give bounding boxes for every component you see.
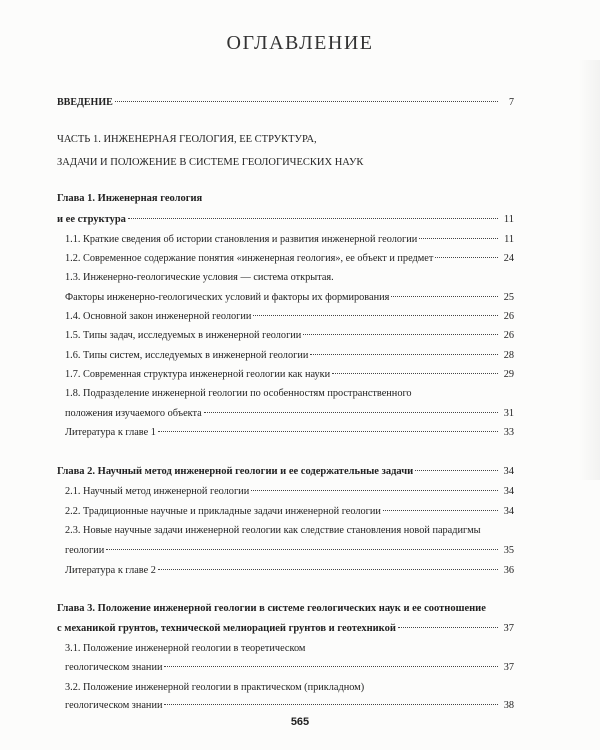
toc-entry-references-2[interactable]: Литература к главе 2 36 [65, 565, 514, 576]
leader-dots [415, 470, 498, 471]
leader-dots [164, 704, 498, 705]
leader-dots [419, 238, 498, 239]
leader-dots [158, 431, 498, 432]
toc-entry-section-3-1-line-1: 3.1. Положение инженерной геологии в теоретическом [65, 643, 306, 654]
leader-dots [253, 315, 498, 316]
leader-dots [158, 569, 498, 570]
toc-entry-section-1-3-line-1: 1.3. Инженерно-геологические условия — система открытая. [65, 272, 334, 283]
toc-entry-section-1-2[interactable]: 1.2. Современное содержание понятия «инженерная геология», ее объект и предмет 24 [65, 253, 514, 264]
toc-entry-section-1-1[interactable]: 1.1. Краткие сведения об истории становления и развития инженерной геологии 11 [65, 234, 514, 245]
leader-dots [128, 218, 498, 219]
toc-entry-section-1-8-line-1: 1.8. Подразделение инженерной геологии по особенностям пространственного [65, 388, 412, 399]
leader-dots [398, 627, 498, 628]
toc-entry-section-1-7[interactable]: 1.7. Современная структура инженерной геологии как науки 29 [65, 369, 514, 380]
toc-entry-section-1-3[interactable]: Факторы инженерно-геологических условий и факторы их формирования 25 [65, 292, 514, 303]
toc-entry-section-3-2-line-1: 3.2. Положение инженерной геологии в практическом (прикладном) [65, 682, 365, 693]
toc-entry-section-3-2[interactable]: геологическом знании 38 [65, 700, 514, 711]
leader-dots [391, 296, 498, 297]
leader-dots [435, 257, 498, 258]
toc-entry-chapter-2[interactable]: Глава 2. Научный метод инженерной геологии и ее содержательные задачи 34 [57, 466, 514, 477]
toc-entry-section-2-2[interactable]: 2.2. Традиционные научные и прикладные задачи инженерной геологии 34 [65, 506, 514, 517]
part-heading-line-1: ЧАСТЬ 1. ИНЖЕНЕРНАЯ ГЕОЛОГИЯ, ЕЕ СТРУКТУРА, [57, 134, 317, 145]
toc-entry-section-1-8[interactable]: положения изучаемого объекта 31 [65, 408, 514, 419]
leader-dots [332, 373, 498, 374]
toc-entry-introduction[interactable]: ВВЕДЕНИЕ 7 [57, 97, 514, 108]
leader-dots [106, 549, 498, 550]
toc-entry-section-3-1[interactable]: геологическом знании 37 [65, 662, 514, 673]
toc-entry-section-2-3-line-1: 2.3. Новые научные задачи инженерной геологии как следствие становления новой парадигмы [65, 525, 481, 536]
chapter-3-title-line-1: Глава 3. Положение инженерной геологии в системе геологических наук и ее соотношение [57, 603, 486, 614]
part-heading-line-2: ЗАДАЧИ И ПОЛОЖЕНИЕ В СИСТЕМЕ ГЕОЛОГИЧЕСКИХ НАУК [57, 157, 364, 168]
leader-dots [204, 412, 498, 413]
toc-entry-section-1-4[interactable]: 1.4. Основной закон инженерной геологии 26 [65, 311, 514, 322]
chapter-1-title-line-1: Глава 1. Инженерная геология [57, 193, 203, 204]
toc-entry-section-2-3[interactable]: геологии 35 [65, 545, 514, 556]
toc-entry-section-2-1[interactable]: 2.1. Научный метод инженерной геологии 34 [65, 486, 514, 497]
page-fold-shadow [578, 60, 600, 480]
leader-dots [383, 510, 498, 511]
leader-dots [164, 666, 498, 667]
leader-dots [251, 490, 498, 491]
leader-dots [310, 354, 498, 355]
toc-entry-references-1[interactable]: Литература к главе 1 33 [65, 427, 514, 438]
toc-entry-section-1-5[interactable]: 1.5. Типы задач, исследуемых в инженерной геологии 26 [65, 330, 514, 341]
leader-dots [115, 101, 498, 102]
toc-entry-chapter-3[interactable]: с механикой грунтов, технической мелиорацией грунтов и геотехникой 37 [57, 623, 514, 634]
toc-entry-section-1-6[interactable]: 1.6. Типы систем, исследуемых в инженерной геологии 28 [65, 350, 514, 361]
toc-entry-chapter-1[interactable]: и ее структура 11 [57, 214, 514, 225]
page-title: ОГЛАВЛЕНИЕ [226, 32, 374, 54]
leader-dots [303, 334, 498, 335]
page-number: 565 [290, 716, 310, 728]
